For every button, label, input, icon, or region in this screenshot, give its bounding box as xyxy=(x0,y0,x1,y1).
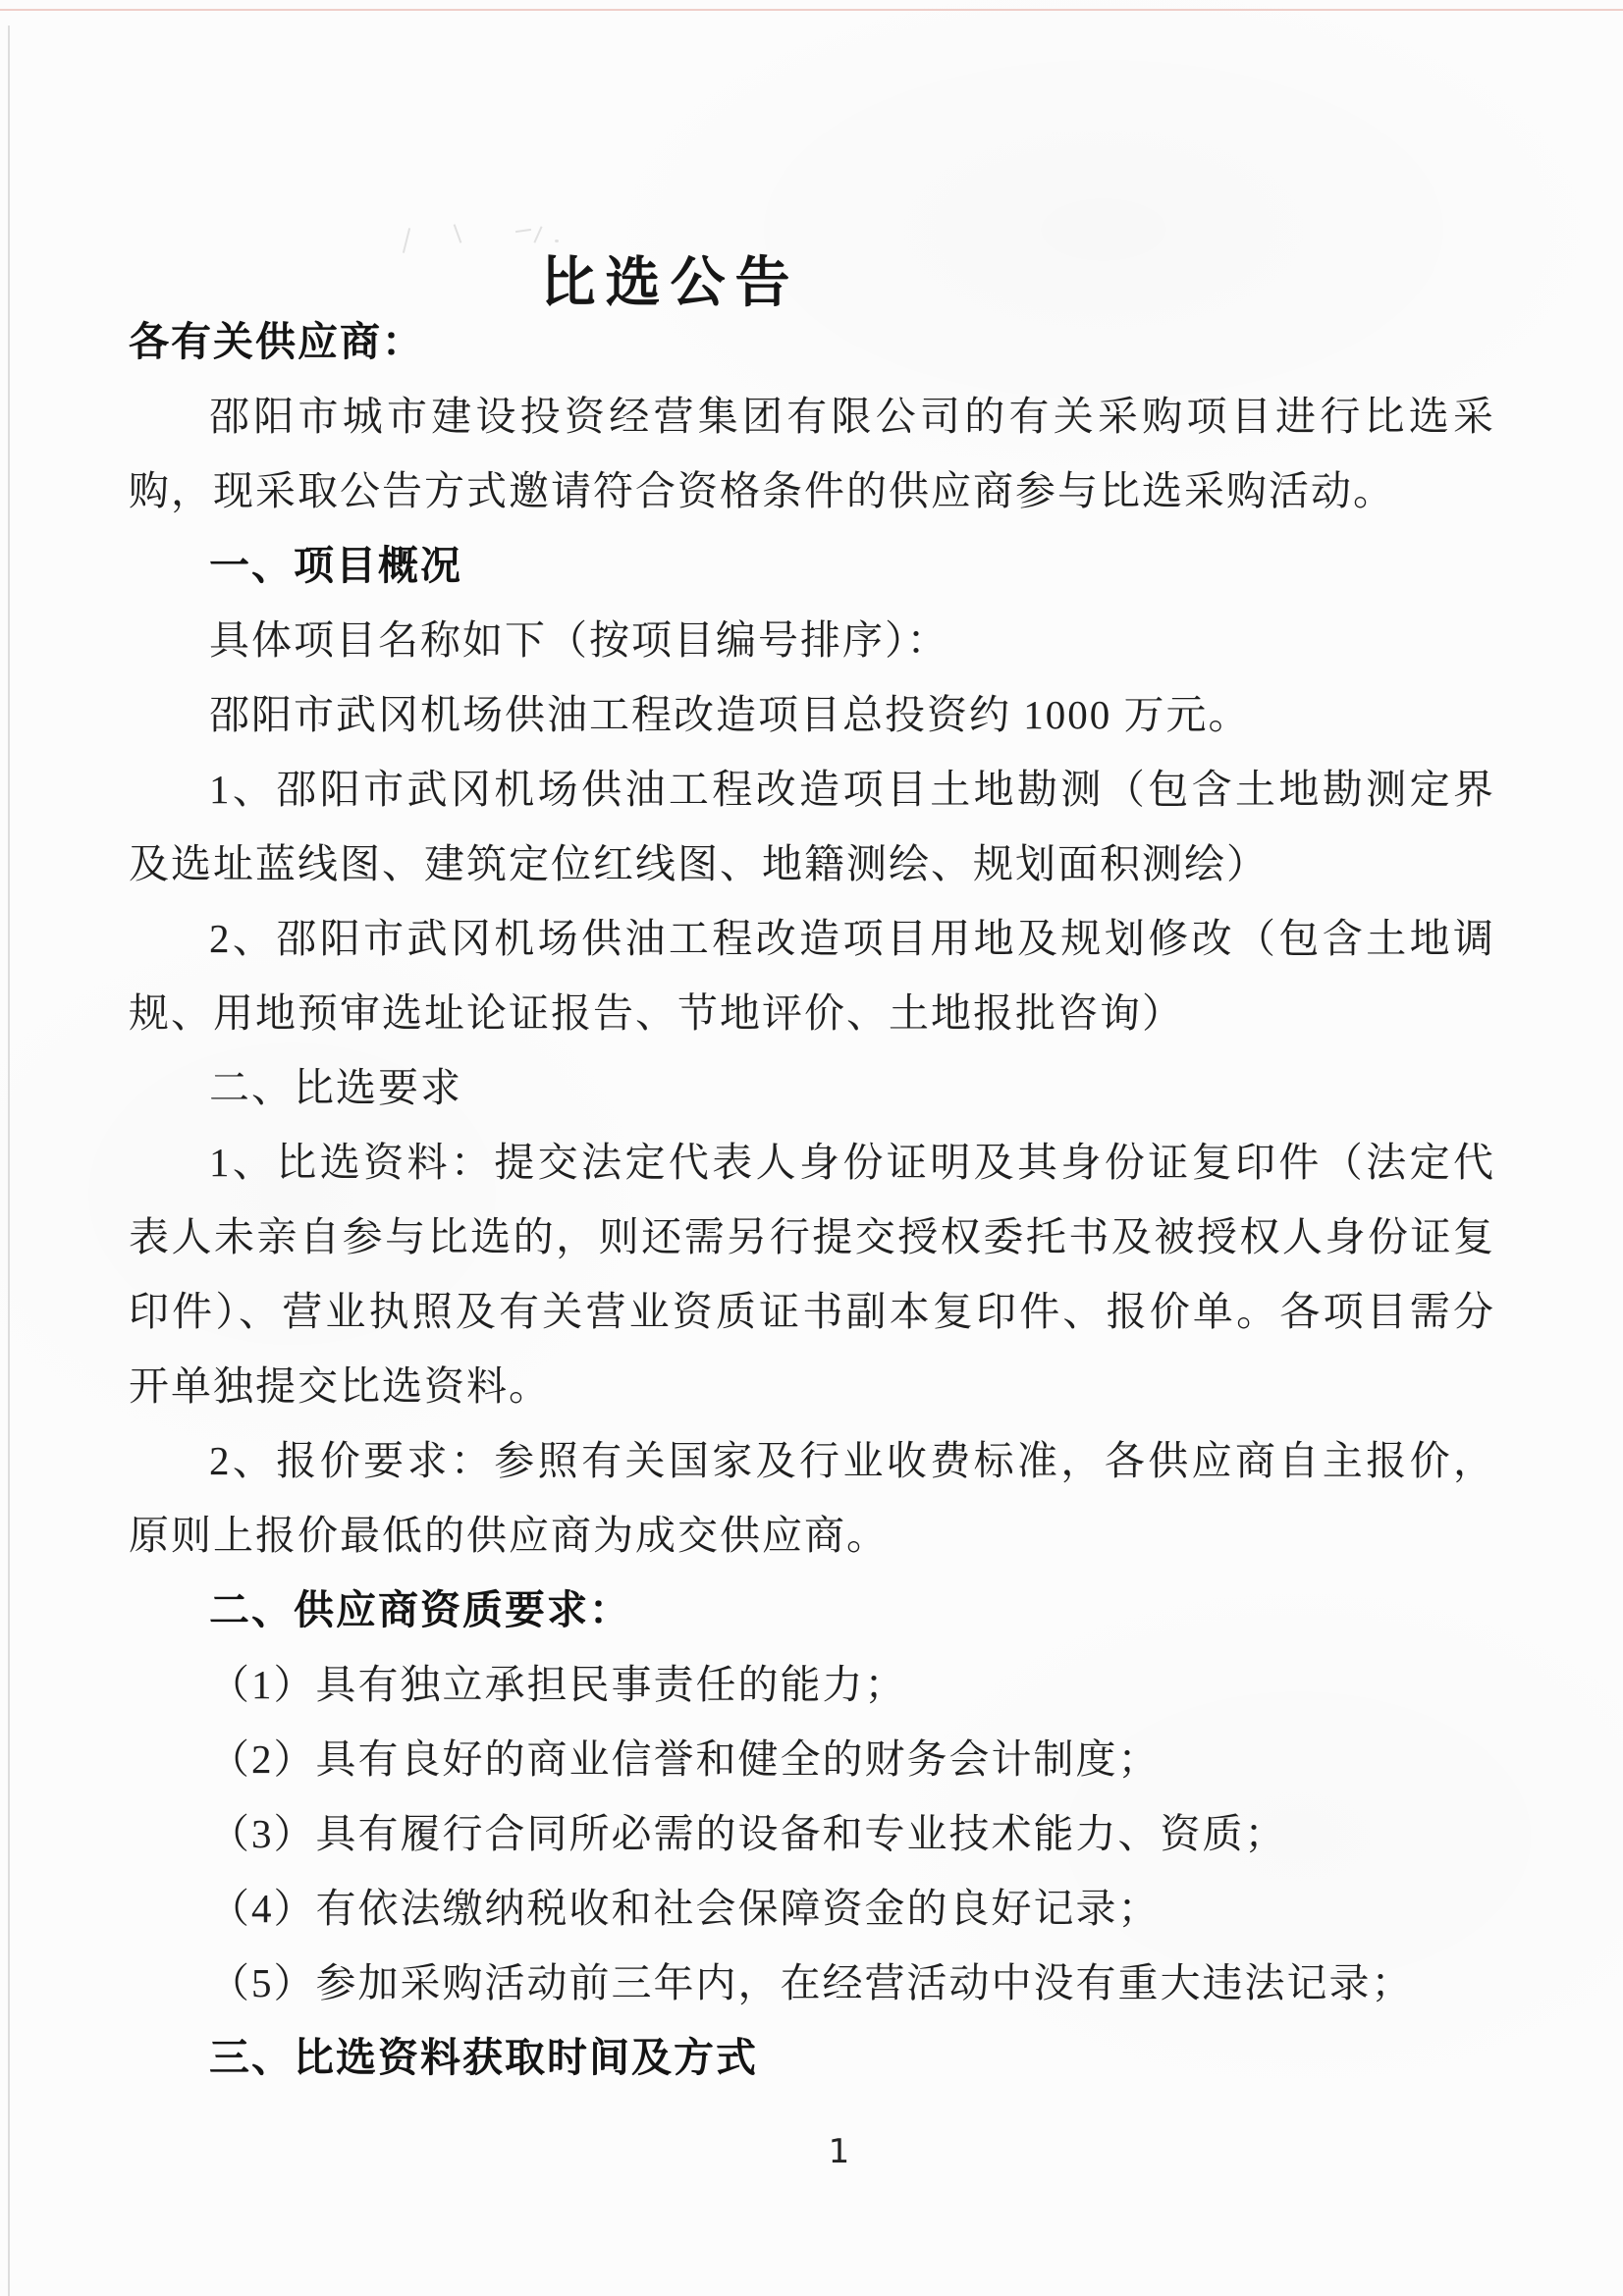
paragraph: 各有关供应商： xyxy=(129,319,424,364)
document-title: 比选公告 xyxy=(540,252,800,314)
page-number: 1 xyxy=(828,2132,850,2171)
paragraph: （1）具有独立承担民事责任的能力； xyxy=(209,1662,907,1707)
scan-edge-top-line xyxy=(0,9,1623,11)
paragraph: 邵阳市武冈机场供油工程改造项目总投资约 1000 万元。 xyxy=(209,692,1251,737)
scan-edge-left-line xyxy=(8,26,10,2296)
paragraph: 1、比选资料：提交法定代表人身份证明及其身份证复印件（法定代表人未亲自参与比选的，则还需另行提交授权委托书及被授权人身份证复印件）、营业执照及有关营业资质证书副本复印件、报价单。各项目需分开单独提交比选资料。 xyxy=(129,1140,1495,1409)
paragraph: 三、比选资料获取时间及方式 xyxy=(209,2035,758,2080)
paragraph: 2、邵阳市武冈机场供油工程改造项目用地及规划修改（包含土地调规、用地预审选址论证报告、节地评价、土地报批咨询） xyxy=(129,916,1495,1036)
paragraph: 二、比选要求 xyxy=(209,1065,462,1110)
paragraph: 一、项目概况 xyxy=(209,543,462,588)
paragraph: 具体项目名称如下（按项目编号排序）： xyxy=(209,617,949,663)
paragraph: （3）具有履行合同所必需的设备和专业技术能力、资质； xyxy=(209,1811,1287,1856)
paragraph: 二、供应商资质要求： xyxy=(209,1587,631,1632)
paragraph: （5）参加采购活动前三年内，在经营活动中没有重大违法记录； xyxy=(209,1960,1414,2005)
document-body xyxy=(129,304,1495,2095)
paragraph: （4）有依法缴纳税收和社会保障资金的良好记录； xyxy=(209,1886,1161,1931)
paragraph: 2、报价要求：参照有关国家及行业收费标准，各供应商自主报价，原则上报价最低的供应商为成交供应商。 xyxy=(129,1438,1495,1558)
paragraph: 1、邵阳市武冈机场供油工程改造项目土地勘测（包含土地勘测定界及选址蓝线图、建筑定位红线图、地籍测绘、规划面积测绘） xyxy=(129,767,1495,886)
paragraph: 邵阳市城市建设投资经营集团有限公司的有关采购项目进行比选采购，现采取公告方式邀请符合资格条件的供应商参与比选采购活动。 xyxy=(129,394,1495,513)
paragraph: （2）具有良好的商业信誉和健全的财务会计制度； xyxy=(209,1736,1161,1782)
page-footer xyxy=(0,2132,1623,2171)
